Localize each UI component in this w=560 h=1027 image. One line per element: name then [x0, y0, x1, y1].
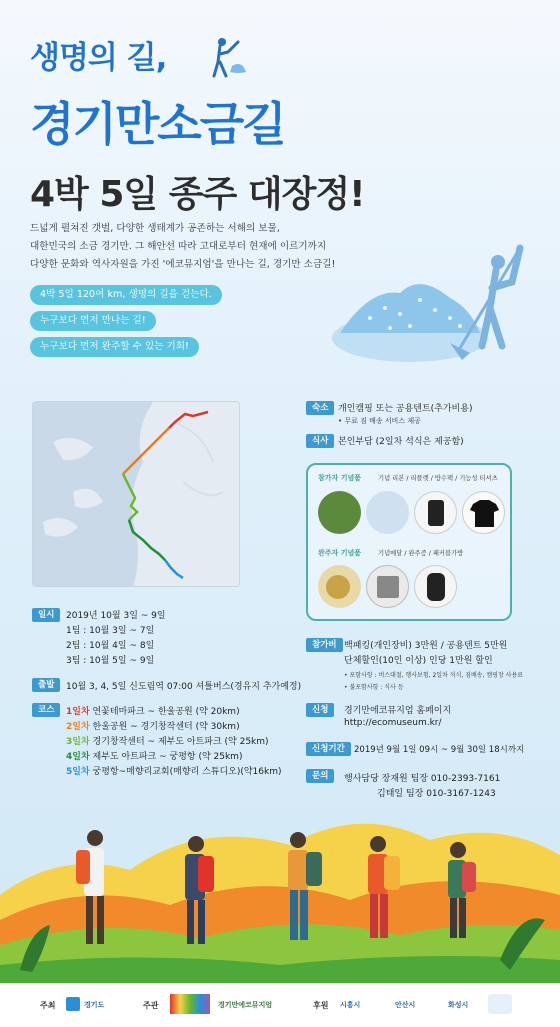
period-text: 2019년 9월 1일 09시 ~ 9월 30일 18시까지 — [354, 745, 525, 755]
highlight-pill: 누구보다 먼저 만나는 길! — [30, 311, 156, 331]
course-day-label: 3일차 — [66, 737, 90, 747]
apply-url[interactable]: http://ecomuseum.kr/ — [344, 718, 442, 728]
title-line-2: 경기만소금길 — [30, 97, 285, 151]
departure-label: 출발 — [32, 678, 60, 692]
fee-line2: 단체할인(10인 이상) 인당 1만원 할인 — [344, 656, 493, 666]
participant-gift-label: 참가자 기념품 — [318, 474, 362, 482]
inquiry-label: 문의 — [306, 769, 334, 783]
sponsor-siheung: 시흥시 — [340, 1001, 361, 1009]
host-name: 경기도 — [84, 1001, 105, 1009]
course-day — [66, 704, 240, 717]
souvenir-box — [306, 463, 512, 621]
apply-text: 경기만에코뮤지엄 홈페이지 — [344, 706, 452, 716]
intro-line: 드넓게 펼쳐진 갯벌, 다양한 생태계가 공존하는 서해의 보물, — [30, 223, 280, 234]
organizer-logo-icon — [170, 994, 210, 1014]
organizer-label: 주관 — [143, 1001, 159, 1010]
title-line-3: 4박 5일 종주 대장정! — [30, 174, 365, 215]
course-day — [66, 764, 282, 777]
kf-logo-icon — [488, 994, 512, 1014]
sponsor-label: 후원 — [313, 1001, 329, 1010]
intro-text — [30, 220, 350, 274]
meals-label: 식사 — [306, 434, 334, 448]
waterproof-pack-photo — [414, 491, 457, 534]
finisher-gift-label: 완주자 기념품 — [318, 549, 362, 557]
departure-text: 10월 3, 4, 5일 신도림역 07:00 셔틀버스(경유지 추가예정) — [66, 682, 302, 692]
course-day-label: 2일차 — [66, 722, 90, 732]
gyeonggi-logo-icon — [66, 997, 80, 1011]
lodging-label: 숙소 — [306, 401, 334, 415]
schedule-team: 2팀 : 10월 4일 ~ 8일 — [66, 641, 155, 651]
finisher-gift-items: 기념메달 / 완주증 / 패커블가방 — [378, 550, 464, 557]
schedule-team: 3팀 : 10월 5일 ~ 9일 — [66, 656, 155, 666]
intro-line: 대한민국의 소금 경기만. 그 해안선 따라 고대로부터 현재에 이르기까지 — [30, 241, 327, 252]
course-route: 제부도 아트파크 ~ 궁평항 (약 25km) — [89, 752, 243, 762]
fee-note2: • 불포함사항 : 식사 등 — [344, 684, 404, 691]
fee-note1: • 포함사항 : 버스대절, 행사보험, 2일차 석식, 짐배송, 캠핑장 사용료 — [344, 672, 524, 679]
host-label: 주최 — [40, 1001, 56, 1010]
highlight-pill: 4박 5일 120여 km, 생명의 길을 걷는다. — [30, 285, 222, 305]
participant-gift-items: 기념 리본 / 리플렛 / 방수팩 / 기능성 티셔츠 — [378, 475, 498, 482]
sponsor-hwaseong: 화성시 — [448, 1001, 469, 1009]
apply-label: 신청 — [306, 703, 334, 717]
route-map-graphic — [33, 402, 240, 587]
salt-worker-logo-icon — [208, 34, 248, 80]
course-day — [66, 719, 240, 732]
organizer-name: 경기만에코뮤지엄 — [218, 1001, 273, 1009]
course-route: 궁평항~매향리교회(매향리 스튜디오)(약16km) — [89, 767, 282, 777]
course-route: 한울공원 ~ 경기창작센터 (약 30km) — [89, 722, 240, 732]
inquiry-line2: 김태일 팀장 010-3167-1243 — [377, 789, 496, 799]
schedule-main: 2019년 10월 3일 ~ 9일 — [66, 611, 166, 621]
course-day-label: 5일차 — [66, 767, 90, 777]
packable-bag-photo — [414, 565, 457, 608]
inquiry-line1: 행사담당 장재원 팀장 010-2393-7161 — [344, 774, 501, 784]
period-label: 신청기간 — [306, 742, 351, 756]
course-route: 연꽃테마파크 ~ 한울공원 (약 20km) — [89, 707, 240, 717]
highlight-pill: 누구보다 먼저 완주할 수 있는 기회! — [30, 337, 199, 357]
medal-photo — [318, 565, 361, 608]
course-day — [66, 734, 269, 747]
lodging-text: 개인캠핑 또는 공용텐트(추가비용) — [338, 404, 473, 414]
schedule-team: 1팀 : 10월 3일 ~ 7일 — [66, 626, 155, 636]
lodging-sub: • 무료 짐 배송 서비스 제공 — [338, 417, 421, 425]
fee-label: 참가비 — [306, 638, 343, 652]
certificate-photo — [366, 565, 409, 608]
meals-text: 본인부담 (2일차 석식은 제공함) — [338, 437, 464, 447]
fee-line1: 백패킹(개인장비) 3만원 / 공용텐트 5만원 — [344, 641, 508, 651]
schedule-label: 일시 — [32, 608, 60, 622]
tshirt-photo — [462, 491, 505, 534]
course-day-label: 4일차 — [66, 752, 90, 762]
intro-line: 다양한 문화와 역사자원을 가진 '에코뮤지엄'을 만나는 길, 경기만 소금길! — [30, 259, 336, 270]
course-day — [66, 749, 242, 762]
ribbon-photo — [318, 491, 361, 534]
sponsor-footer — [0, 983, 560, 1027]
title-line-1: 생명의 길, — [30, 40, 167, 76]
course-label: 코스 — [32, 703, 60, 717]
course-route: 경기창작센터 ~ 제부도 아트파크 (약 25km) — [89, 737, 269, 747]
hikers-illustration — [0, 800, 560, 983]
leaflet-photo — [366, 491, 409, 534]
course-day-label: 1일차 — [66, 707, 90, 717]
route-map — [32, 401, 240, 587]
sponsor-ansan: 안산시 — [395, 1001, 416, 1009]
salt-heap-illustration — [330, 238, 530, 368]
